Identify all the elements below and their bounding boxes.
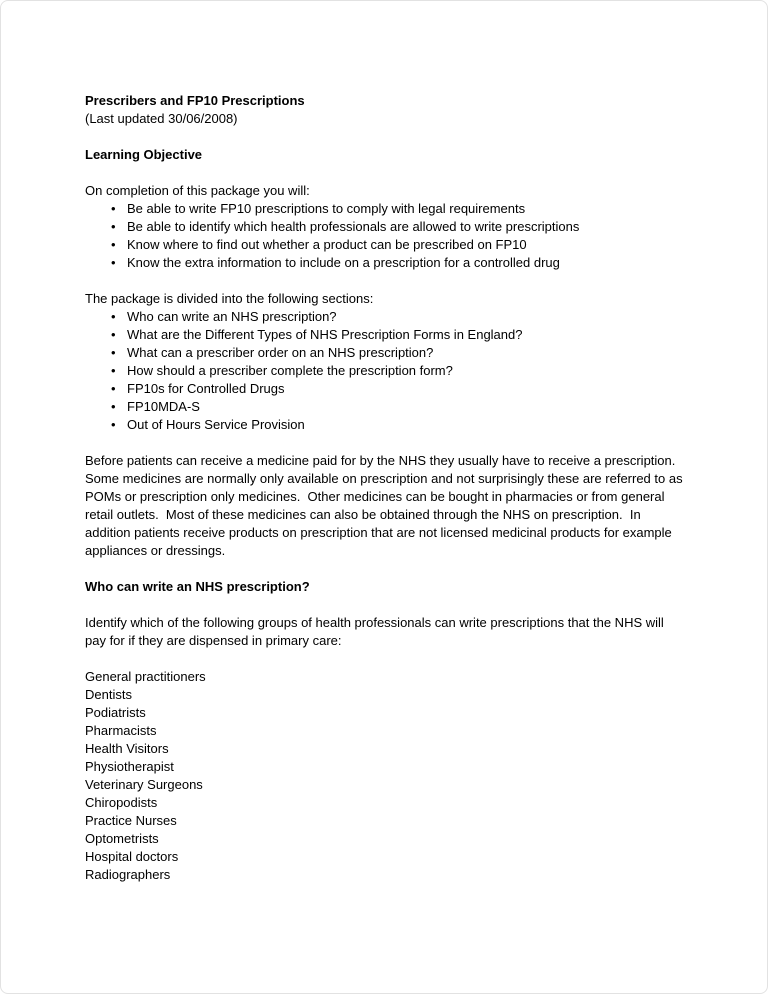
doc-last-updated: (Last updated 30/06/2008) bbox=[85, 111, 238, 126]
heading-who-can-write: Who can write an NHS prescription? bbox=[85, 579, 310, 594]
professional-item: General practitioners bbox=[85, 669, 206, 684]
professional-item: Hospital doctors bbox=[85, 849, 179, 864]
professional-item: Physiotherapist bbox=[85, 759, 174, 774]
professional-item: Optometrists bbox=[85, 831, 159, 846]
doc-title: Prescribers and FP10 Prescriptions bbox=[85, 93, 305, 108]
objective-item: • Be able to write FP10 prescriptions to comply with legal requirements bbox=[85, 200, 683, 218]
section-item: • Out of Hours Service Provision bbox=[85, 416, 683, 434]
professional-item: Dentists bbox=[85, 687, 132, 702]
sections-intro: The package is divided into the following sections: bbox=[85, 291, 374, 306]
intro-paragraph: Before patients can receive a medicine paid for by the NHS they usually have to receive a prescription. Some medicines are normally only available on prescription and not surprisingly these are referred to as POMs or prescription only medicines. Other medicines can be bought in pharmacies or from general retail outlets. Most of these medicines can also be obtained through the NHS on prescription. In addition patients receive products on prescription that are not licensed medicinal products for example appliances or dressings. bbox=[85, 453, 687, 558]
sections-list bbox=[85, 308, 683, 434]
objective-item: • Know the extra information to include on a prescription for a controlled drug bbox=[85, 254, 683, 272]
section-item: • FP10MDA-S bbox=[85, 398, 683, 416]
section-item: • FP10s for Controlled Drugs bbox=[85, 380, 683, 398]
professional-item: Pharmacists bbox=[85, 723, 157, 738]
question-text: Identify which of the following groups of health professionals can write prescriptions that the NHS will pay for if they are dispensed in primary care: bbox=[85, 615, 668, 648]
objective-item: • Know where to find out whether a product can be prescribed on FP10 bbox=[85, 236, 683, 254]
section-item: • What are the Different Types of NHS Prescription Forms in England? bbox=[85, 326, 683, 344]
professional-item: Chiropodists bbox=[85, 795, 158, 810]
section-item: • What can a prescriber order on an NHS prescription? bbox=[85, 344, 683, 362]
section-item: • Who can write an NHS prescription? bbox=[85, 308, 683, 326]
objectives-list bbox=[85, 200, 683, 272]
section-item: • How should a prescriber complete the prescription form? bbox=[85, 362, 683, 380]
professionals-list bbox=[85, 668, 683, 884]
heading-learning-objective: Learning Objective bbox=[85, 147, 203, 162]
objective-item: • Be able to identify which health professionals are allowed to write prescriptions bbox=[85, 218, 683, 236]
objectives-intro: On completion of this package you will: bbox=[85, 183, 310, 198]
professional-item: Podiatrists bbox=[85, 705, 146, 720]
professional-item: Veterinary Surgeons bbox=[85, 777, 203, 792]
professional-item: Health Visitors bbox=[85, 741, 169, 756]
professional-item: Practice Nurses bbox=[85, 813, 177, 828]
professional-item: Radiographers bbox=[85, 867, 171, 882]
